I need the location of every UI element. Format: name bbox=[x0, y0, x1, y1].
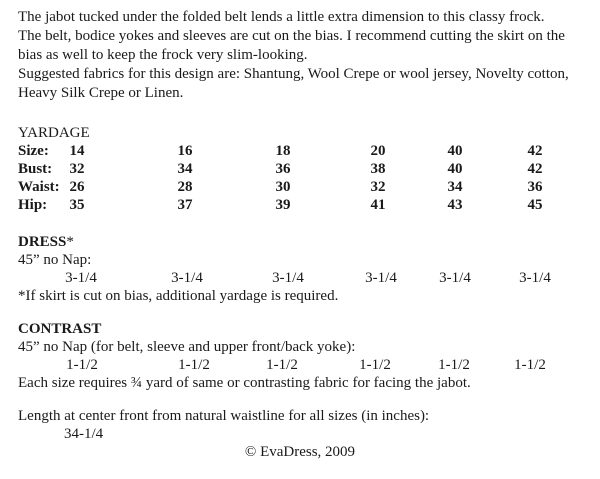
size-value: 40 bbox=[447, 143, 463, 159]
dress-note: *If skirt is cut on bias, additional yardage is required. bbox=[18, 288, 339, 304]
yardage-heading: YARDAGE bbox=[18, 125, 90, 141]
hip-value: 39 bbox=[275, 197, 291, 213]
contrast-yardage-value: 1-1/2 bbox=[178, 357, 210, 373]
size-value: 20 bbox=[370, 143, 386, 159]
bust-value: 34 bbox=[177, 161, 193, 177]
size-value: 42 bbox=[527, 143, 543, 159]
contrast-heading: CONTRAST bbox=[18, 321, 102, 337]
dress-yardage-value: 3-1/4 bbox=[171, 270, 203, 286]
copyright-footer: © EvaDress, 2009 bbox=[244, 444, 356, 460]
size-value: 14 bbox=[69, 143, 85, 159]
bust-value: 38 bbox=[370, 161, 386, 177]
contrast-yardage-value: 1-1/2 bbox=[359, 357, 391, 373]
waist-value: 32 bbox=[370, 179, 386, 195]
contrast-yardage-value: 1-1/2 bbox=[266, 357, 298, 373]
bust-value: 36 bbox=[275, 161, 291, 177]
waist-value: 30 bbox=[275, 179, 291, 195]
dress-heading-asterisk: * bbox=[66, 234, 74, 250]
row-label: Size: bbox=[18, 143, 49, 159]
contrast-yardage-value: 1-1/2 bbox=[66, 357, 98, 373]
hip-value: 37 bbox=[177, 197, 193, 213]
dress-yardage-value: 3-1/4 bbox=[439, 270, 471, 286]
size-value: 18 bbox=[275, 143, 291, 159]
contrast-yardage-value: 1-1/2 bbox=[514, 357, 546, 373]
bust-value: 42 bbox=[527, 161, 543, 177]
hip-value: 35 bbox=[69, 197, 85, 213]
bust-value: 40 bbox=[447, 161, 463, 177]
length-label: Length at center front from natural waistline for all sizes (in inches): bbox=[18, 408, 430, 424]
dress-heading-text: DRESS bbox=[18, 234, 67, 250]
hip-value: 45 bbox=[527, 197, 543, 213]
dress-fabric-width: 45” no Nap: bbox=[18, 252, 92, 268]
hip-value: 43 bbox=[447, 197, 463, 213]
intro-line-1: The jabot tucked under the folded belt lends a little extra dimension to this classy frock. bbox=[18, 9, 545, 25]
intro-line-3: bias as well to keep the frock very slim-looking. bbox=[18, 47, 308, 63]
dress-yardage-value: 3-1/4 bbox=[519, 270, 551, 286]
row-label: Hip: bbox=[18, 197, 48, 213]
bust-value: 32 bbox=[69, 161, 85, 177]
waist-value: 28 bbox=[177, 179, 193, 195]
size-value: 16 bbox=[177, 143, 193, 159]
hip-value: 41 bbox=[370, 197, 386, 213]
row-label: Bust: bbox=[18, 161, 53, 177]
dress-heading bbox=[18, 233, 74, 251]
dress-yardage-value: 3-1/4 bbox=[65, 270, 97, 286]
waist-value: 26 bbox=[69, 179, 85, 195]
waist-value: 36 bbox=[527, 179, 543, 195]
contrast-yardage-value: 1-1/2 bbox=[438, 357, 470, 373]
dress-yardage-value: 3-1/4 bbox=[365, 270, 397, 286]
contrast-fabric-width: 45” no Nap (for belt, sleeve and upper front/back yoke): bbox=[18, 339, 356, 355]
intro-line-5: Heavy Silk Crepe or Linen. bbox=[18, 85, 184, 101]
waist-value: 34 bbox=[447, 179, 463, 195]
row-label: Waist: bbox=[18, 179, 60, 195]
length-value: 34-1/4 bbox=[64, 426, 104, 442]
contrast-note: Each size requires ¾ yard of same or contrasting fabric for facing the jabot. bbox=[18, 375, 471, 391]
dress-yardage-value: 3-1/4 bbox=[272, 270, 304, 286]
intro-line-2: The belt, bodice yokes and sleeves are cut on the bias. I recommend cutting the skirt on the bbox=[18, 28, 565, 44]
intro-line-4: Suggested fabrics for this design are: Shantung, Wool Crepe or wool jersey, Novelty cotton, bbox=[18, 66, 569, 82]
